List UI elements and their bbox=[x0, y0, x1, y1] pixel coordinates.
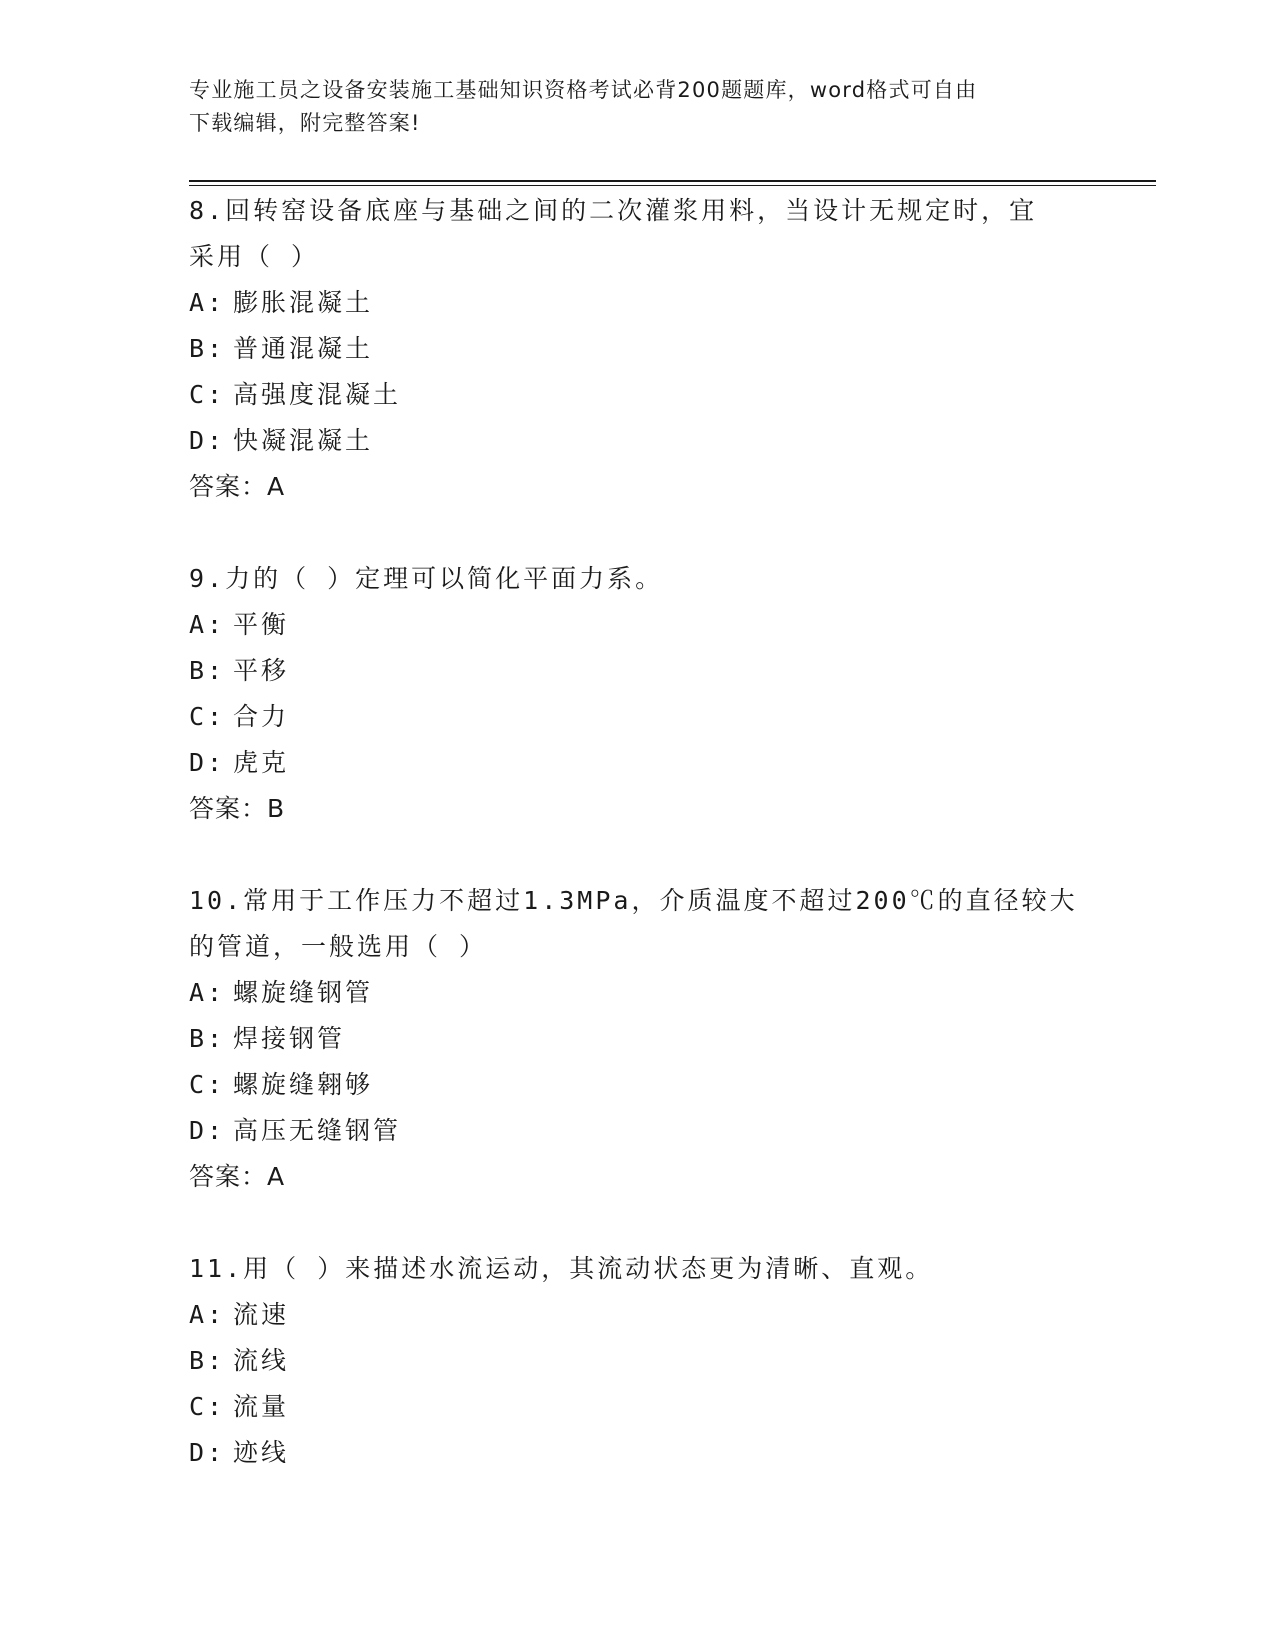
option-key: B: bbox=[189, 1024, 226, 1053]
question-10 bbox=[189, 878, 1089, 1200]
option-d bbox=[189, 418, 1089, 464]
option-text: 螺旋缝钢管 bbox=[233, 978, 374, 1007]
answer-line: 答案：B bbox=[189, 794, 286, 823]
option-key: C: bbox=[189, 380, 226, 409]
option-b bbox=[189, 326, 1089, 372]
option-a bbox=[189, 602, 1089, 648]
question-stem-line: 10.常用于工作压力不超过1.3MPa，介质温度不超过200℃的直径较大 bbox=[189, 886, 1078, 915]
option-text: 流速 bbox=[233, 1300, 290, 1329]
option-text: 虎克 bbox=[233, 748, 290, 777]
option-d bbox=[189, 1108, 1089, 1154]
question-stem-line: 采用（ ） bbox=[189, 242, 320, 271]
question-stem-line: 的管道，一般选用（ ） bbox=[189, 932, 488, 961]
option-c bbox=[189, 1384, 1089, 1430]
question-8 bbox=[189, 188, 1089, 510]
answer-line: 答案：A bbox=[189, 1162, 286, 1191]
option-key: B: bbox=[189, 334, 226, 363]
option-key: A: bbox=[189, 978, 226, 1007]
question-stem-line: 11.用（ ）来描述水流运动，其流动状态更为清晰、直观。 bbox=[189, 1254, 934, 1283]
document-header bbox=[189, 74, 1069, 140]
option-key: C: bbox=[189, 702, 226, 731]
option-c bbox=[189, 1062, 1089, 1108]
option-a bbox=[189, 280, 1089, 326]
question-stem bbox=[189, 556, 1069, 602]
header-divider-thick bbox=[189, 180, 1156, 182]
question-11 bbox=[189, 1246, 1089, 1476]
answer-line: 答案：A bbox=[189, 472, 286, 501]
question-stem bbox=[189, 188, 1069, 280]
option-key: A: bbox=[189, 288, 226, 317]
option-a bbox=[189, 1292, 1089, 1338]
option-key: A: bbox=[189, 1300, 226, 1329]
question-stem bbox=[189, 1246, 1069, 1292]
question-list bbox=[189, 188, 1089, 1522]
option-c bbox=[189, 694, 1089, 740]
option-d bbox=[189, 1430, 1089, 1476]
option-text: 高强度混凝土 bbox=[233, 380, 402, 409]
option-key: B: bbox=[189, 1346, 226, 1375]
option-text: 流量 bbox=[233, 1392, 290, 1421]
question-stem-line: 9.力的（ ）定理可以简化平面力系。 bbox=[189, 564, 664, 593]
question-stem-line: 8.回转窑设备底座与基础之间的二次灌浆用料，当设计无规定时，宜 bbox=[189, 196, 1038, 225]
question-stem bbox=[189, 878, 1078, 970]
option-text: 高压无缝钢管 bbox=[233, 1116, 402, 1145]
question-9 bbox=[189, 556, 1089, 832]
option-key: D: bbox=[189, 1116, 226, 1145]
option-key: D: bbox=[189, 426, 226, 455]
option-a bbox=[189, 970, 1089, 1016]
option-text: 迹线 bbox=[233, 1438, 290, 1467]
option-text: 螺旋缝翱够 bbox=[233, 1070, 374, 1099]
header-divider-thin bbox=[189, 185, 1156, 186]
option-text: 普通混凝土 bbox=[233, 334, 374, 363]
option-key: C: bbox=[189, 1392, 226, 1421]
option-c bbox=[189, 372, 1089, 418]
option-key: A: bbox=[189, 610, 226, 639]
header-line-1: 专业施工员之设备安装施工基础知识资格考试必背200题题库，word格式可自由 bbox=[189, 78, 978, 102]
option-text: 膨胀混凝土 bbox=[233, 288, 374, 317]
option-d bbox=[189, 740, 1089, 786]
option-text: 焊接钢管 bbox=[233, 1024, 346, 1053]
option-key: D: bbox=[189, 1438, 226, 1467]
option-text: 流线 bbox=[233, 1346, 290, 1375]
header-line-2: 下载编辑，附完整答案! bbox=[189, 111, 421, 135]
option-key: C: bbox=[189, 1070, 226, 1099]
option-text: 快凝混凝土 bbox=[233, 426, 374, 455]
option-text: 平移 bbox=[233, 656, 290, 685]
option-key: B: bbox=[189, 656, 226, 685]
option-b bbox=[189, 648, 1089, 694]
option-text: 平衡 bbox=[233, 610, 290, 639]
option-text: 合力 bbox=[233, 702, 290, 731]
option-key: D: bbox=[189, 748, 226, 777]
option-b bbox=[189, 1016, 1089, 1062]
option-b bbox=[189, 1338, 1089, 1384]
